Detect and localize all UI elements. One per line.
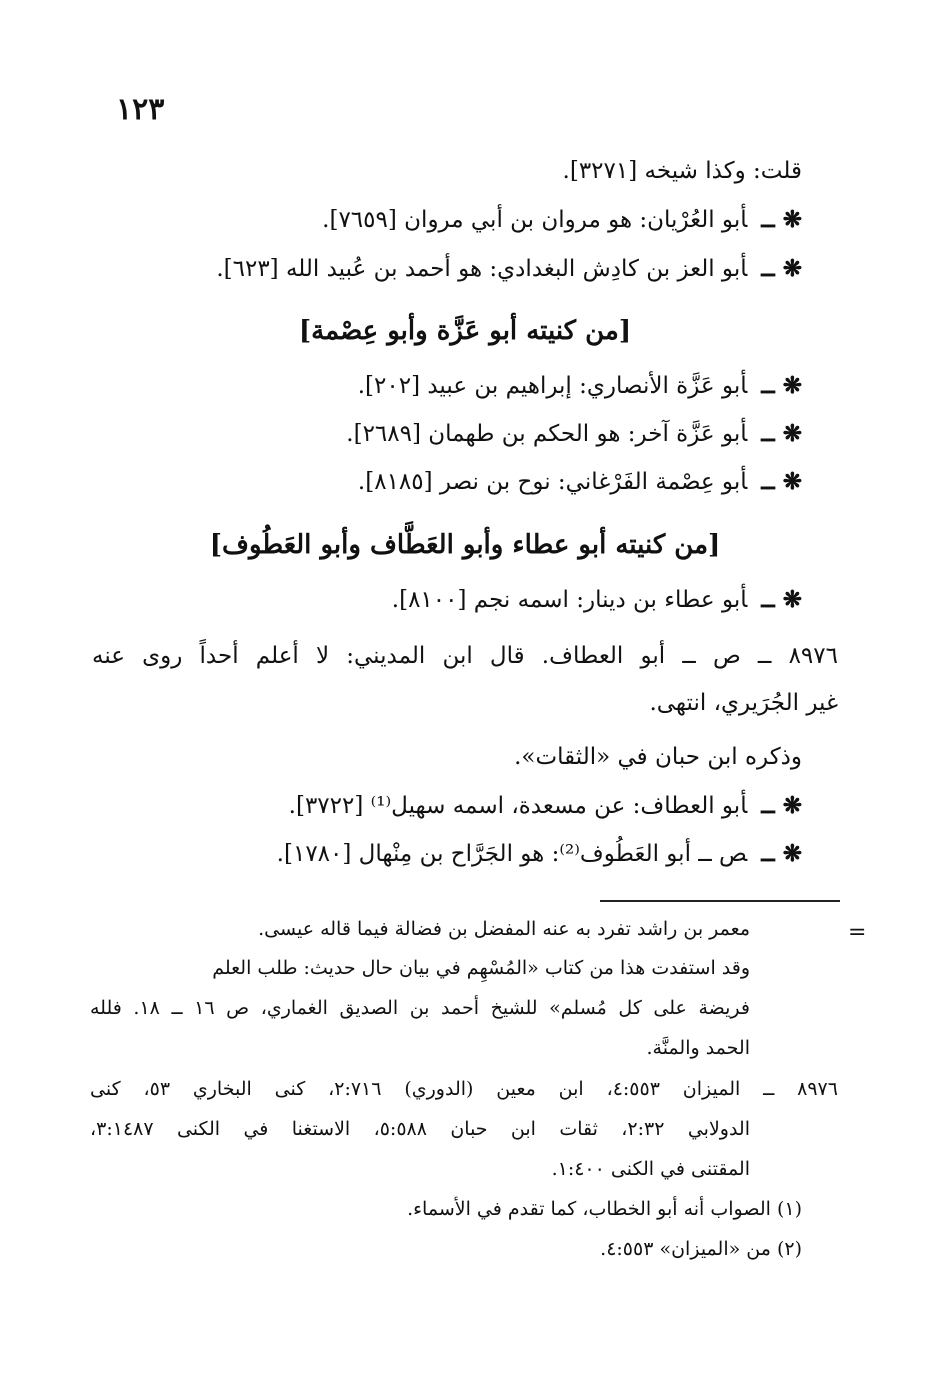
star-marker: ❋ ــ	[761, 792, 802, 819]
section-heading: [من كنيته أبو عَزَّة وأبو عِصْمة]	[298, 316, 632, 346]
footnote-separator	[600, 900, 840, 902]
entry	[322, 206, 802, 233]
entry-text: أبو العُرْيان: هو مروان بن أبي مروان [٧٦٥٩].	[322, 207, 748, 233]
entry-text: أبو العز بن كادِش البغدادي: هو أحمد بن عُبيد الله [٦٢٣].	[216, 256, 748, 282]
footnote-line: معمر بن راشد تفرد به عنه المفضل بن فضالة فيما قاله عيسى.	[258, 918, 750, 940]
star-marker: ❋ ــ	[761, 840, 802, 867]
entry-text: أبو عطاء بن دينار: اسمه نجم [٨١٠٠].	[391, 587, 748, 613]
paragraph-line: ٨٩٧٦ ــ ص ــ أبو العطاف. قال ابن المديني: لا أعلم أحداً روى عنه	[92, 643, 838, 669]
entry	[289, 792, 802, 819]
entry	[358, 468, 802, 495]
star-marker: ❋ ــ	[761, 468, 802, 495]
star-marker: ❋ ــ	[761, 586, 802, 613]
paragraph-line: غير الجُرَيري، انتهى.	[649, 690, 838, 716]
star-marker: ❋ ــ	[761, 255, 802, 282]
entry-text: أبو عَزَّة آخر: هو الحكم بن طهمان [٢٦٨٩].	[346, 421, 748, 447]
body-line: قلت: وكذا شيخه [٣٢٧١].	[562, 158, 802, 184]
footnote-2: (٢) من «الميزان» ٤:٥٥٣.	[600, 1238, 802, 1260]
star-marker: ❋ ــ	[761, 206, 802, 233]
footnote-sources-line: المقتنى في الكنى ١:٤٠٠.	[551, 1158, 750, 1180]
continuation-mark: =	[848, 920, 867, 945]
star-marker: ❋ ــ	[761, 420, 802, 447]
entry	[358, 372, 802, 399]
entry	[392, 586, 802, 613]
footnote-sources-line: ٨٩٧٦ ــ الميزان ٤:٥٥٣، ابن معين (الدوري) ٢:٧١٦، كنى البخاري ٥٣، كنى	[90, 1078, 838, 1100]
entry	[216, 255, 802, 282]
section-heading: [من كنيته أبو عطاء وأبو العَطَّاف وأبو العَطُوف]	[209, 530, 721, 560]
footnote-line: فريضة على كل مُسلم» للشيخ أحمد بن الصديق الغماري، ص ١٦ ــ ١٨. فلله	[90, 997, 750, 1019]
footnote-line: وقد استفدت هذا من كتاب «المُسْهِم في بيان حال حديث: طلب العلم	[212, 957, 750, 979]
footnote-line: الحمد والمنَّة.	[646, 1037, 750, 1059]
footnote-sources-line: الدولابي ٢:٣٢، ثقات ابن حبان ٥:٥٨٨، الاستغنا في الكنى ٣:١٤٨٧،	[90, 1118, 751, 1140]
entry	[346, 420, 802, 447]
page-number: ١٢٣	[116, 92, 165, 127]
entry-text: ص ــ أبو العَطُوف⁽²⁾: هو الجَرَّاح بن مِنْهال [١٧٨٠].	[276, 841, 748, 867]
footnote-1: (١) الصواب أنه أبو الخطاب، كما تقدم في الأسماء.	[407, 1198, 802, 1220]
star-marker: ❋ ــ	[761, 372, 802, 399]
paragraph-line: وذكره ابن حبان في «الثقات».	[514, 744, 802, 770]
entry-text: أبو عَزَّة الأنصاري: إبراهيم بن عبيد [٢٠٢].	[357, 373, 748, 399]
entry	[277, 840, 802, 867]
entry-text: أبو عِصْمة الفَرْغاني: نوح بن نصر [٨١٨٥].	[357, 469, 748, 495]
entry-text: أبو العطاف: عن مسعدة، اسمه سهيل⁽¹⁾ [٣٧٢٢].	[288, 793, 748, 819]
